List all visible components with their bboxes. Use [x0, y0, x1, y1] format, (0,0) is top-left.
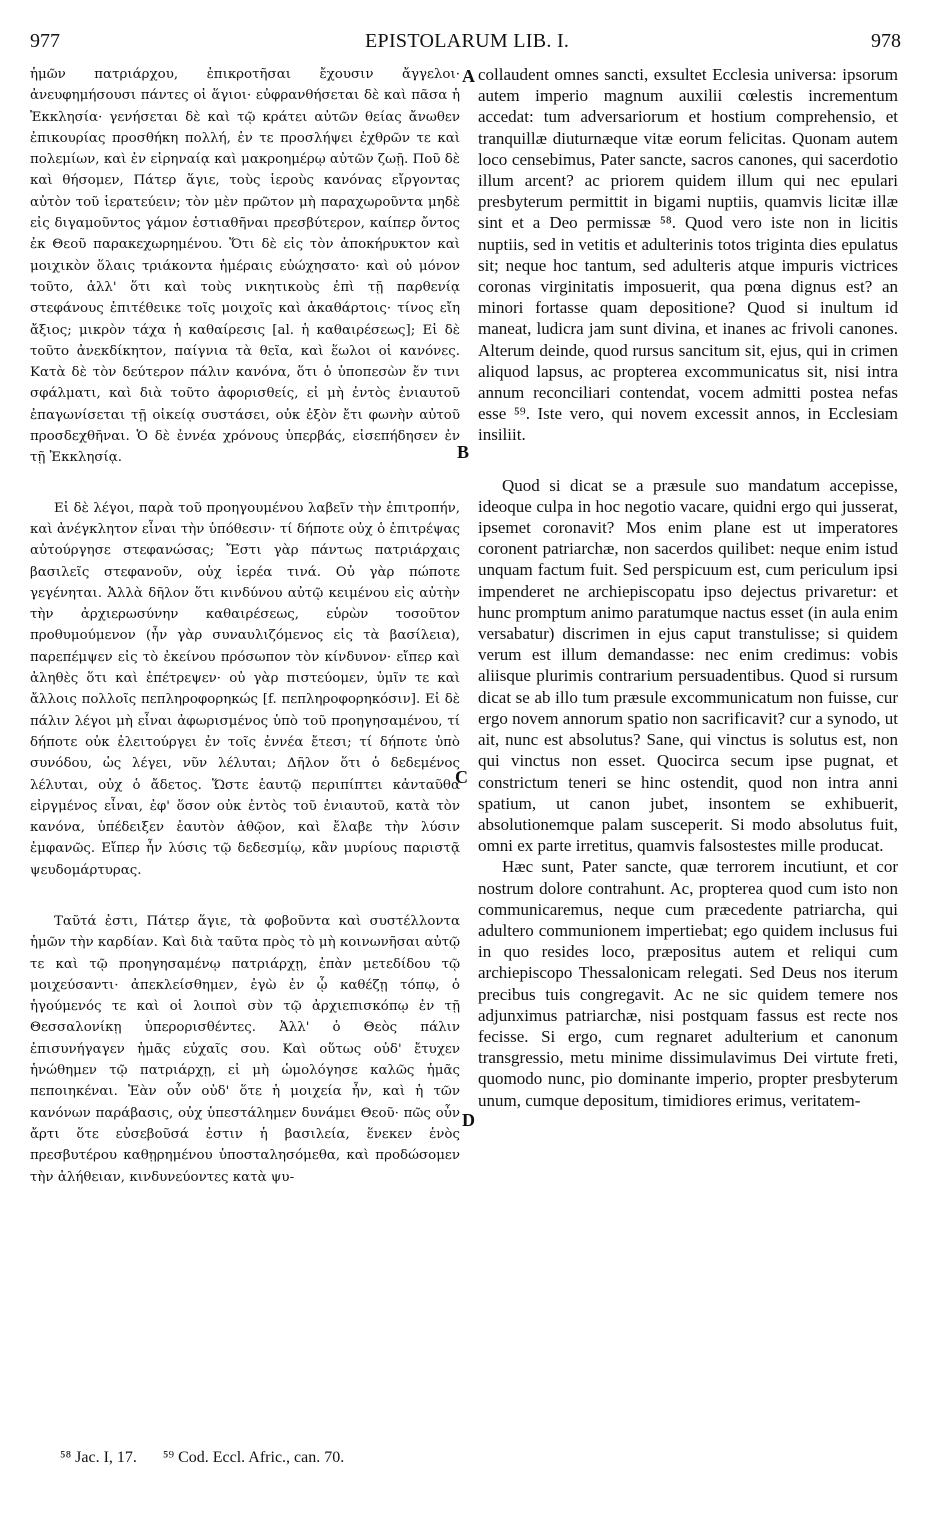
latin-paragraph-2: Quod si dicat se a præsule suo mandatum accepisse, ideoque culpa in hoc negotio vacare, quidni ergo qui jusserat, ipsemet coronavit? Mos enim plane est ut imperatores coronent patriarchæ, non sacerdos quilibet: neque enim istud unquam factum fuit. Sed perspicuum est, cum periculum ipsi impenderet ne archiepiscopatu ipso dejectus privaretur: et hunc promptum animo paratumque nactus esset (in aula enim versabatur) discrimen in ejus caput transtulisse; si quidem verum est illum demandasse: nec enim credimus: vobis aliisque plurimis contrarium persuadentibus. Quod si rursum dicat se ab illo tum præsule excommunicatum non fuisse, cur ergo novem annorum spatio non sacrificavit? cur a synodo, ut ait, nunc est absolutus? Sane, qui vinctus is solutus est, non qui vinctus non esset. Quocirca secum ipse pugnat, et constrictum teneri se hinc ostendit, quod non intra anni spatium, ut canon jubet, insontem se exhibuerit, absolutionemque palam susceperit. Si modo absolutus fuit, omni ex parte irretitus, quamvis falsostestes mille producat.: [478, 475, 898, 856]
section-marker-c: C: [455, 767, 468, 787]
section-marker-b: B: [457, 442, 470, 462]
running-header: [30, 30, 901, 60]
latin-paragraph-3: Hæc sunt, Pater sancte, quæ terrorem incutiunt, et cor nostrum dolore contrahunt. Ac, propterea quod cum isto non communicaremus, neque cum præcedente patriarcha, qui adultero communionem impertiebat; ego quidem inclusus fui in quo resides loco, præpositus autem et reliqui cum archiepiscopo Thessalonicam relegati. Sed Deus nos iterum precibus tuis congregavit. Ac ne sic quidem temere nos adjunximus patriarchæ, nisi postquam fassus est recte nos fecisse. Si ergo, cum regnaret adulterium et canonum transgressio, metu minime dissimulavimus Dei virtute freti, quomodo nunc, pio dominante imperio, propter presbyterum unum, cumque depositum, timidiores erimus, veritatem-: [478, 857, 898, 1110]
footnote-59: ⁵⁹ Cod. Eccl. Afric., can. 70.: [162, 1449, 345, 1466]
latin-paragraph-1: collaudent omnes sancti, exsultet Ecclesia universa: ipsorum autem imperio magnum auxilii cœlestis incrementum accedat: tum adversariorum et hostium comprehensio, et tranquillæ diuturnæque vitæ eorum felicitas. Quonam autem loco censebimus, Pater sancte, sacros canones, qui sacerdotio illum arcent? ac priorem quidem illum qui nec epulari presbyterum permittit in bigami nuptiis, quamvis licitæ illæ sint et a Deo permissæ ⁵⁸. Quod vero iste non in licitis nuptiis, sed in vetitis et adulterinis totos triginta dies epulatus sit; neque hoc tantum, sed adulteris atque impuris victrices coronas virginitatis imposuerit, qua pœna dignus est? an minori fortasse quam depositione? Quod si inultum id maneat, ludicra jam sunt divina, et inanes ac frivoli canones. Alterum deinde, quod rursus sancitum sit, ejus, qui in crimen aliquod lapsus, ac propterea excommunicatus sit, nisi intra annum reconciliari contendat, vocem admitti postea nefas esse ⁵⁹. Iste vero, qui novem excessit annos, in Ecclesiam insiliit.: [478, 65, 898, 445]
page-number-right: 978: [871, 30, 901, 52]
latin-column: [478, 64, 898, 1111]
greek-paragraph-3: Ταῦτά ἐστι, Πάτερ ἅγιε, τὰ φοβοῦντα καὶ συστέλλοντα ἡμῶν τὴν καρδίαν. Καὶ διὰ ταῦτα πρὸς τὸ μὴ κοινωνῆσαι αὐτῷ τε καὶ τῷ προηγησαμένῳ πατριάρχῃ, ἐπὰν μετεδίδου τῷ μοιχεύσαντι· ἀπεκλείσθημεν, ἐγὼ ἐν ᾧ καθέζῃ τόπῳ, ὁ ἡγούμενός τε καὶ οἱ λοιποὶ σὺν τῷ ἀρχιεπισκόπῳ ἐν τῇ Θεσσαλονίκῃ ὑπερορισθέντες. Ἀλλ' ὁ Θεὸς πάλιν ἐπισυνήγαγεν ἡμᾶς εὐχαῖς σου. Καὶ οὕτως οὐδ' ἔτυχεν ἡνώθημεν τῷ πατριάρχῃ, εἰ μὴ ὡμολόγησε καλῶς ἡμᾶς πεποιηκέναι. Ἐὰν οὖν οὐδ' ὅτε ἡ μοιχεία ἦν, καὶ ἡ τῶν κανόνων παράβασις, οὐχ ὑπεστάλημεν δυνάμει Θεοῦ· πῶς οὖν ἄρτι ὅτε εὐσεβοῦσά ἐστιν ἡ βασιλεία, ἕνεκεν ἑνὸς πρεσβυτέρου καθῃρημένου ὑποσταλησόμεθα, καὶ προδώσομεν τὴν ἀλήθειαν, κινδυνεύοντες κατὰ ψυ-: [30, 913, 460, 1185]
running-title: EPISTOLARUM LIB. I.: [365, 30, 570, 52]
page-number-left: 977: [30, 30, 60, 52]
footnotes: [60, 1449, 366, 1467]
greek-paragraph-1: ἡμῶν πατριάρχου, ἐπικροτῆσαι ἔχουσιν ἄγγελοι· ἀνευφημήσουσι πάντες οἱ ἅγιοι· εὐφρανθήσεται δὲ καὶ πᾶσα ἡ Ἐκκλησία· γενήσεται δὲ καὶ τῷ κράτει αὐτῶν θείας ἄνωθεν ἐπικουρίας προσθήκη πολλή, ἐν τε προσλήψει ἐχθρῶν τε καὶ πολεμίων, καὶ ἐν εἰρηναίᾳ καὶ μακροημέρῳ αὐτῶν ζωῇ. Ποῦ δὲ καὶ θήσομεν, Πάτερ ἅγιε, τοὺς ἱεροὺς κανόνας εἴργοντας αὐτὸν τοῦ ἱερατεύειν; τὸν μὲν πρῶτον μὴ παραχωροῦντα μηδὲ εἰς διγαμοῦντος γάμον ἑστιαθῆναι πρεσβύτερον, καίπερ ὄντος ἐκ Θεοῦ παρακεχωρημένου. Ὅτι δὲ εἰς τὸν ἀποκήρυκτον καὶ μοιχικὸν ὅλαις τριάκοντα ἡμέραις εὐώχησατο· καὶ οὐ μόνον τοῦτο, ἀλλ' ὅτι καὶ τοὺς νικητικοὺς ἐπὶ τῇ παρθενίᾳ στεφάνους ἐπιτέθεικε τοῖς μοιχοῖς καὶ ἀκαθάρτοις· τίνος εἴη ἄξιος; μικρὸν τάχα ἡ καθαίρεσις [al. ἡ καθαιρέσεως]; Εἰ δὲ τοῦτο ἀνεκδίκητον, παίγνια τὰ θεῖα, καὶ ἕωλοι οἱ κανόνες. Κατὰ δὲ τὸν δεύτερον πάλιν κανόνα, ὅτι ὁ ὑποπεσὼν ἔν τινι σφάλματι, καὶ διὰ τοῦτο ἀφορισθείς, εἰ μὴ ἐντὸς ἐνιαυτοῦ ἐπαγωνίσεται τῇ οἰκείᾳ συστάσει, οὐκ ἐξὸν ἔτι φωνὴν αὐτοῦ προσδεχθῆναι. Ὁ δὲ ἐννέα χρόνους ὑπερβάς, εἰσεπήδησεν ἐν τῇ Ἐκκλησίᾳ.: [30, 67, 460, 466]
footnote-58: ⁵⁸ Jac. I, 17.: [60, 1449, 137, 1466]
section-marker-a: A: [462, 66, 475, 86]
greek-column: [30, 64, 460, 1188]
greek-paragraph-2: Εἰ δὲ λέγοι, παρὰ τοῦ προηγουμένου λαβεῖν τὴν ἐπιτροπήν, καὶ ἀνέγκλητον εἶναι τὴν ὑπόθεσιν· τί δήποτε οὐχ ὁ ἐπιτρέψας αὐτούργησε στεφανώσας; Ἔστι γὰρ πάντως πατριάρχαις βασιλεῖς στεφανοῦν, οὐχ ἱερέα τινά. Οὐ γὰρ πώποτε γεγένηται. Ἀλλὰ δῆλον ὅτι κινδύνου αὐτῷ κειμένου εἰς αὐτὴν τὴν ἀρχιερωσύνην καθαιρέσεως, εὑρὼν τοσοῦτον προθυμούμενον (ἦν γὰρ συναυλιζόμενος εἰς τὰ βασίλεια), παρεπέμψεν εἰς τὸ ἐκείνου πρόσωπον τὸν κίνδυνον· εἴπερ καὶ ἀληθὲς ὅτι καὶ ἐπέτρεψεν· οὐ γὰρ πιστεύομεν, ὑμῖν τε καὶ ἄλλοις πολλοῖς πεπληροφορηκώς [f. πεπληροφορηκόσιν]. Εἰ δὲ πάλιν λέγοι μὴ εἶναι ἀφωρισμένος ὑπὸ τοῦ προηγησαμένου, τί δήποτε οὐκ ἐλειτούργει ἐν τοῖς ἐννέα ἔτεσι; τί δήποτε ὑπὸ συνόδου, ὡς λέγει, νῦν λέλυται; Δῆλον ὅτι ὁ δεδεμένος λέλυται, οὐχ ὁ ἄδετος. Ὥστε ἑαυτῷ περιπίπτει κἀνταῦθα εἰργμένος εἶναι, ἐφ' ὅσον οὐκ ἐντὸς τοῦ ἐνιαυτοῦ, κατὰ τὸν κανόνα, ὑπέδειξεν ἑαυτὸν ἀθῷον, καὶ ἔλαβε τὴν λύσιν ἐμφανῶς. Εἴπερ ἦν λύσις τῷ δεδεσμίῳ, κἂν μυρίους παριστᾷ ψευδομάρτυρας.: [30, 500, 460, 878]
section-marker-d: D: [462, 1110, 475, 1130]
